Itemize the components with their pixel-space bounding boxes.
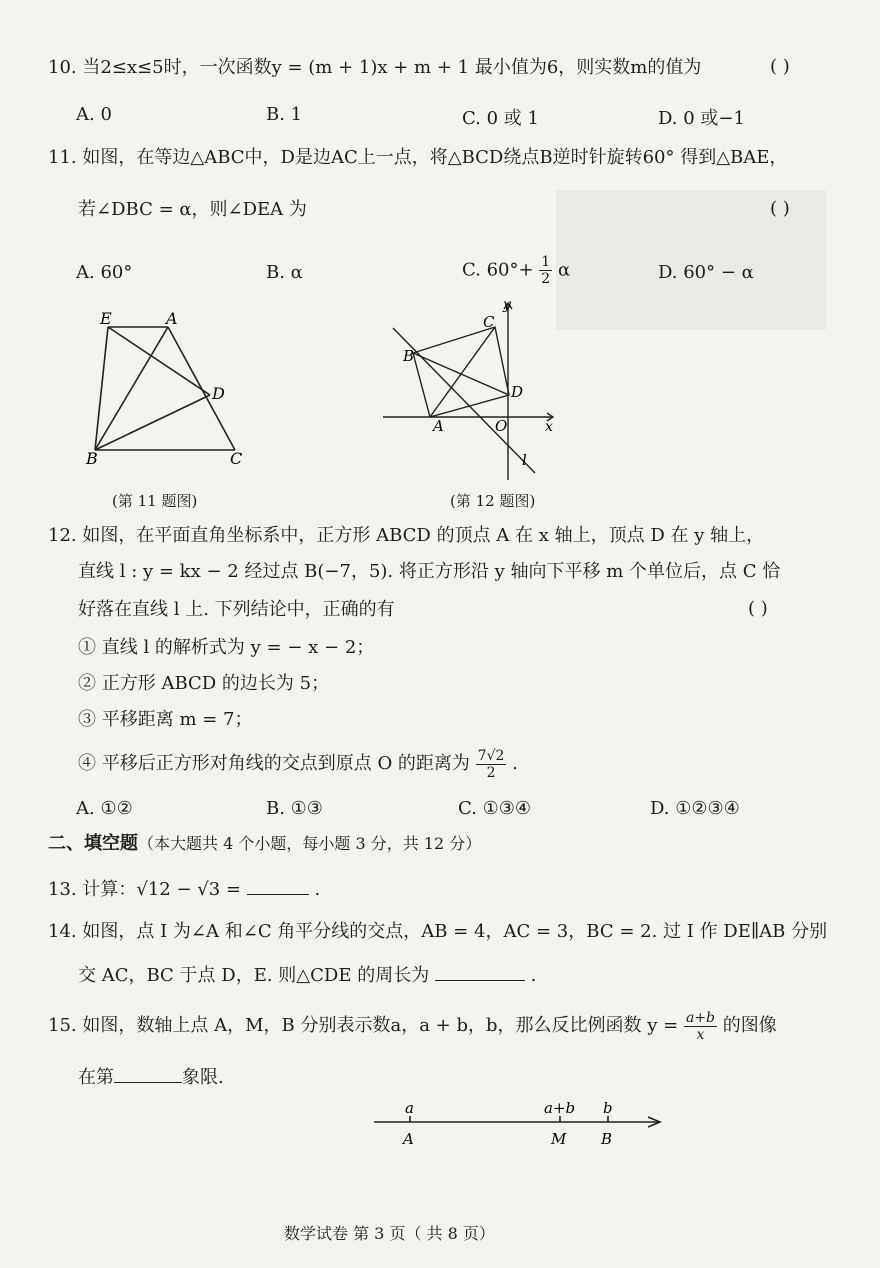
q14-stem-line2: 交 AC，BC 于点 D，E. 则△CDE 的周长为 . (78, 962, 536, 988)
fig12-label-d: D (511, 383, 524, 401)
figure-11 (80, 300, 280, 480)
numberline-point-m: M (551, 1130, 567, 1148)
q11-stem-line1 (48, 146, 787, 170)
fig12-label-x: x (545, 419, 553, 435)
numberline-label-a: a (405, 1099, 414, 1117)
q10-stem (48, 56, 701, 80)
q11-option-b[interactable]: B. α (266, 262, 303, 283)
q11-option-a[interactable]: A. 60° (76, 262, 133, 283)
q10-option-c[interactable]: C. 0 或 1 (462, 108, 539, 129)
q11-number: 11. (48, 147, 77, 168)
q12-option-b[interactable]: B. ①③ (266, 798, 323, 819)
q12-statement-4-fraction: $\frac{7√2}{2}$ (477, 747, 505, 781)
q12-number: 12. (48, 525, 77, 546)
page-footer: 数学试卷 第 3 页（ 共 8 页） (284, 1224, 495, 1243)
q10-answer-paren[interactable]: ( ) (770, 56, 790, 77)
numberline-point-b: B (601, 1130, 613, 1148)
q12-statement-1: ① 直线 l 的解析式为 y = − x − 2； (78, 637, 375, 658)
fig11-label-e: E (100, 309, 112, 328)
q12-stem-line1 (48, 524, 764, 548)
fig12-label-l: l (522, 451, 527, 469)
q11-stem-line2: 若∠DBC = α，则∠DEA 为 (78, 199, 307, 220)
fig11-label-b: B (86, 449, 98, 468)
q12-answer-paren[interactable]: ( ) (748, 598, 768, 619)
q13-stem: 13. 计算：√12 − √3 = . (48, 876, 320, 902)
fig12-label-o: O (495, 417, 508, 435)
q12-stem-line2: 直线 l : y = kx − 2 经过点 B(−7，5). 将正方形沿 y 轴向下平移 m 个单位后，点 C 恰 (78, 561, 781, 582)
q13-answer-blank[interactable] (247, 876, 309, 895)
q15-text-1: 如图，数轴上点 A，M，B 分别表示数a，a + b，b，那么反比例函数 (82, 1015, 642, 1036)
q12-stem-line3: 好落在直线 l 上. 下列结论中，正确的有 (78, 599, 395, 620)
fig12-label-y: y (503, 297, 511, 313)
q12-text-1: 如图，在平面直角坐标系中，正方形 ABCD 的顶点 A 在 x 轴上，顶点 D 在 y 轴上， (82, 525, 765, 546)
q10-option-b[interactable]: B. 1 (266, 104, 303, 125)
q15-function-fraction: $\frac{a+b}{x}$ (685, 1009, 716, 1043)
section-2-note: （本大题共 4 个小题，每小题 3 分，共 12 分） (138, 834, 482, 853)
numberline-label-apb: a+b (544, 1099, 576, 1117)
fig12-label-c: C (483, 313, 495, 331)
q13-number: 13. (48, 879, 77, 900)
q15-stem-line1: 15. 如图，数轴上点 A，M，B 分别表示数a，a + b，b，那么反比例函数 y = $\frac{a+b}{x}$ 的图像 (48, 1009, 777, 1043)
q11-option-c-fraction: $\frac{1}{2}$ (541, 254, 551, 287)
q10-text: 当2≤x≤5时，一次函数y = (m + 1)x + m + 1 最小值为6，则实数m的值为 (82, 57, 702, 78)
fig11-label-a: A (166, 309, 178, 328)
numberline-point-a: A (403, 1130, 414, 1148)
q12-option-d[interactable]: D. ①②③④ (650, 798, 740, 819)
fig11-label-d: D (212, 384, 225, 403)
q14-answer-blank[interactable] (435, 962, 525, 981)
q11-text-1: 如图，在等边△ABC中，D是边AC上一点，将△BCD绕点B逆时针旋转60° 得到△BAE， (82, 147, 788, 168)
fig11-label-c: C (230, 449, 243, 468)
q14-stem-line1 (48, 920, 827, 944)
q13-text: 计算：√12 − √3 = (82, 879, 241, 900)
figure-12-caption: (第 12 题图) (450, 492, 536, 510)
section-2-title: 二、填空题 (48, 833, 138, 854)
q12-option-c[interactable]: C. ①③④ (458, 798, 531, 819)
q11-option-d[interactable]: D. 60° − α (658, 262, 754, 283)
q11-answer-paren[interactable]: ( ) (770, 198, 790, 219)
q15-number-line (370, 1096, 670, 1152)
q14-text-1: 如图，点 I 为∠A 和∠C 角平分线的交点，AB = 4，AC = 3，BC = 2. 过 I 作 DE∥AB 分别 (82, 921, 828, 942)
q12-statement-4: ④ 平移后正方形对角线的交点到原点 O 的距离为 $\frac{7√2}{2}$ . (78, 747, 518, 781)
numberline-label-b: b (603, 1099, 613, 1117)
q12-statement-2: ② 正方形 ABCD 的边长为 5； (78, 673, 330, 694)
fig12-label-b: B (403, 347, 415, 365)
fig12-label-a: A (433, 417, 444, 435)
q15-stem-line2: 在第 象限. (78, 1064, 224, 1090)
q11-option-c[interactable]: C. 60°+ $\frac{1}{2}$ α (462, 254, 571, 287)
section-2-heading (48, 832, 481, 856)
figure-11-caption: (第 11 题图) (112, 492, 198, 510)
figure-12 (375, 295, 565, 485)
q12-option-a[interactable]: A. ①② (76, 798, 133, 819)
q10-option-d[interactable]: D. 0 或−1 (658, 108, 745, 129)
q12-statement-3: ③ 平移距离 m = 7； (78, 709, 253, 730)
q14-number: 14. (48, 921, 77, 942)
q15-answer-blank[interactable] (114, 1064, 182, 1083)
q15-number: 15. (48, 1015, 77, 1036)
q10-number: 10. (48, 57, 77, 78)
q10-option-a[interactable]: A. 0 (76, 104, 112, 125)
